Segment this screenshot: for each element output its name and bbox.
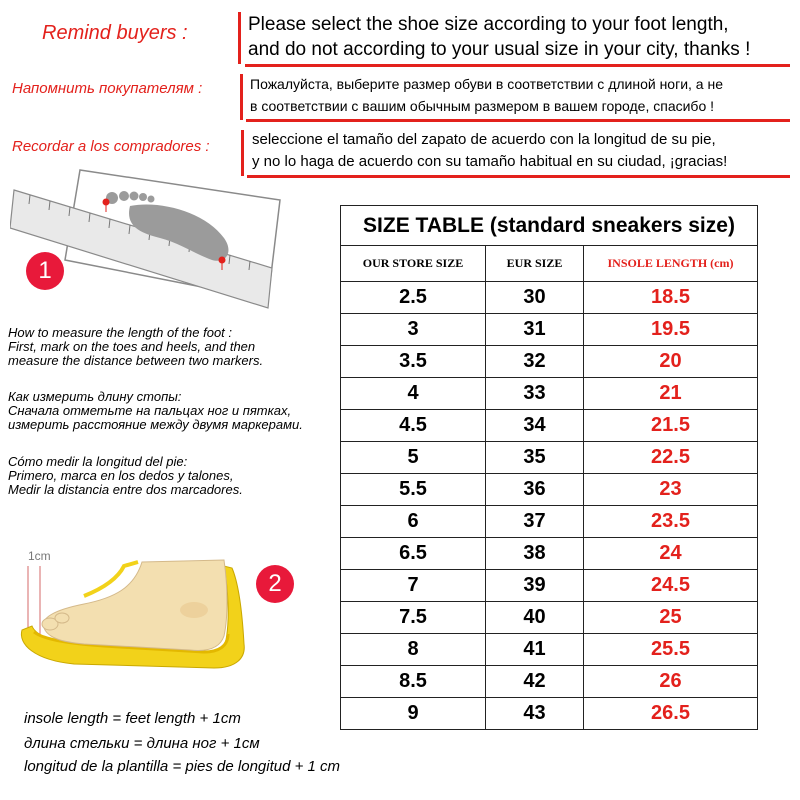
eur-size-cell: 40 [486, 602, 584, 634]
remind-buyers-label-en: Remind buyers : [42, 22, 188, 44]
table-row [341, 442, 758, 474]
notice-en-line2: and do not according to your usual size in your city, thanks ! [248, 39, 751, 60]
store-size-cell: 3 [341, 314, 486, 346]
eur-size-cell: 36 [486, 474, 584, 506]
table-row [341, 634, 758, 666]
store-size-cell: 4 [341, 378, 486, 410]
store-size-cell: 8 [341, 634, 486, 666]
cm-label: 1cm [28, 549, 51, 563]
insole-length-cell: 21.5 [584, 410, 758, 442]
notice-ru-line2: в соответствии с вашим обычным размером в вашем городе, спасибо ! [250, 98, 715, 114]
remind-buyers-label-es: Recordar a los compradores : [12, 138, 210, 155]
eur-size-cell: 41 [486, 634, 584, 666]
divider-bar-ru [240, 74, 243, 120]
eur-size-cell: 43 [486, 698, 584, 730]
eur-size-cell: 38 [486, 538, 584, 570]
formula-es: longitud de la plantilla = pies de longitud + 1 cm [24, 758, 341, 775]
eur-size-cell: 39 [486, 570, 584, 602]
remind-buyers-label-ru: Напомнить покупателям : [12, 80, 203, 97]
notice-es-line2: y no lo haga de acuerdo con su tamaño habitual en su ciudad, ¡gracias! [252, 153, 728, 170]
notice-es-line1: seleccione el tamaño del zapato de acuerdo con la longitud de su pie, [252, 131, 716, 148]
store-size-cell: 7.5 [341, 602, 486, 634]
step-2-badge: 2 [256, 565, 294, 603]
table-row [341, 346, 758, 378]
insole-length-cell: 24.5 [584, 570, 758, 602]
size-table [340, 205, 758, 730]
eur-size-cell: 35 [486, 442, 584, 474]
table-row [341, 282, 758, 314]
howto-es [8, 455, 243, 497]
eur-size-cell: 32 [486, 346, 584, 378]
size-table-title: SIZE TABLE (standard sneakers size) [341, 206, 758, 246]
insole-length-cell: 23.5 [584, 506, 758, 538]
insole-length-cell: 21 [584, 378, 758, 410]
howto-ru [8, 390, 303, 432]
notice-ru-line1: Пожалуйста, выберите размер обуви в соответствии с длиной ноги, а не [250, 76, 723, 92]
howto-es-line: Medir la distancia entre dos marcadores. [8, 482, 243, 497]
table-row [341, 538, 758, 570]
table-row [341, 506, 758, 538]
foot-insole-illustration [14, 548, 254, 684]
table-row [341, 378, 758, 410]
table-row [341, 474, 758, 506]
table-row [341, 410, 758, 442]
header-insole-length: INSOLE LENGTH (cm) [584, 246, 758, 282]
insole-length-cell: 25 [584, 602, 758, 634]
insole-length-cell: 18.5 [584, 282, 758, 314]
store-size-cell: 8.5 [341, 666, 486, 698]
store-size-cell: 6 [341, 506, 486, 538]
underline-es [247, 175, 790, 178]
insole-length-cell: 26.5 [584, 698, 758, 730]
store-size-cell: 2.5 [341, 282, 486, 314]
table-row [341, 602, 758, 634]
howto-ru-line: измерить расстояние между двумя маркерами. [8, 417, 303, 432]
eur-size-cell: 30 [486, 282, 584, 314]
table-row [341, 570, 758, 602]
howto-ru-line: Сначала отметьте на пальцах ног и пятках, [8, 403, 292, 418]
store-size-cell: 5 [341, 442, 486, 474]
store-size-cell: 4.5 [341, 410, 486, 442]
howto-en [8, 326, 263, 368]
underline-en [245, 64, 790, 67]
insole-length-cell: 26 [584, 666, 758, 698]
store-size-cell: 3.5 [341, 346, 486, 378]
table-row [341, 314, 758, 346]
header-store-size: OUR STORE SIZE [341, 246, 486, 282]
howto-en-line: How to measure the length of the foot : [8, 325, 233, 340]
howto-es-line: Cómo medir la longitud del pie: [8, 454, 188, 469]
divider-bar-en [238, 12, 241, 64]
store-size-cell: 6.5 [341, 538, 486, 570]
eur-size-cell: 34 [486, 410, 584, 442]
notice-en-line1: Please select the shoe size according to your foot length, [248, 14, 729, 35]
store-size-cell: 9 [341, 698, 486, 730]
howto-en-line: First, mark on the toes and heels, and then [8, 339, 256, 354]
step-1-badge: 1 [26, 252, 64, 290]
underline-ru [246, 119, 790, 122]
header-eur-size: EUR SIZE [486, 246, 584, 282]
insole-length-cell: 23 [584, 474, 758, 506]
howto-ru-line: Как измерить длину стопы: [8, 389, 182, 404]
eur-size-cell: 31 [486, 314, 584, 346]
table-row [341, 698, 758, 730]
eur-size-cell: 33 [486, 378, 584, 410]
table-row [341, 666, 758, 698]
store-size-cell: 5.5 [341, 474, 486, 506]
insole-length-cell: 22.5 [584, 442, 758, 474]
formula-en: insole length = feet length + 1cm [24, 710, 241, 727]
eur-size-cell: 37 [486, 506, 584, 538]
howto-es-line: Primero, marca en los dedos y talones, [8, 468, 234, 483]
howto-en-line: measure the distance between two markers. [8, 353, 264, 368]
insole-length-cell: 25.5 [584, 634, 758, 666]
foot-ruler-illustration [10, 160, 290, 320]
insole-length-cell: 20 [584, 346, 758, 378]
store-size-cell: 7 [341, 570, 486, 602]
insole-length-cell: 19.5 [584, 314, 758, 346]
eur-size-cell: 42 [486, 666, 584, 698]
insole-length-cell: 24 [584, 538, 758, 570]
formula-ru: длина стельки = длина ног + 1см [24, 735, 260, 752]
